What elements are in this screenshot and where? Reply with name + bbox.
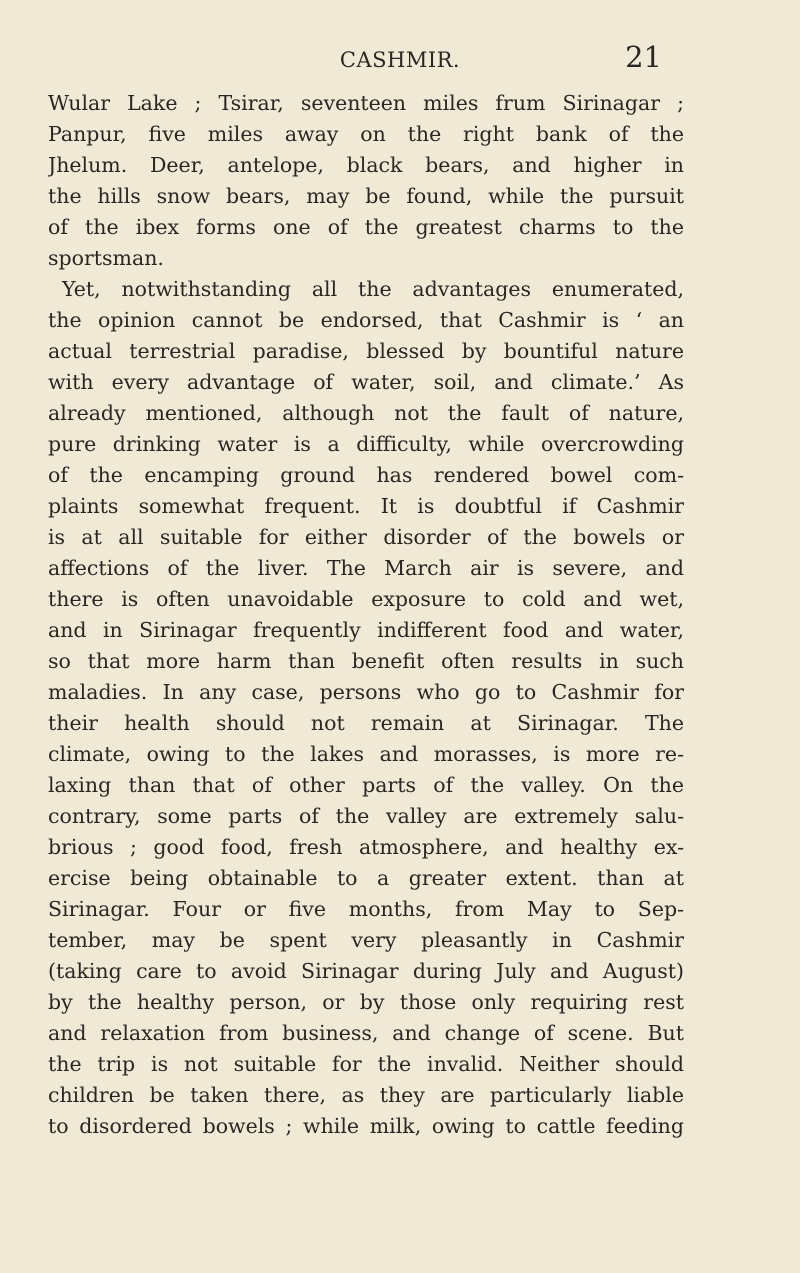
text-line: of the encamping ground has rendered bowel com- [48,463,684,487]
text-line: their health should not remain at Sirinagar. The [48,711,684,735]
running-title: CASHMIR. [339,48,461,72]
text-line: ercise being obtainable to a greater extent. than at [48,866,684,890]
text-line: Wular Lake ; Tsirar, seventeen miles frum Sirinagar ; [48,91,684,115]
text-line: the opinion cannot be endorsed, that Cashmir is ‘ an [48,308,684,332]
text-line: (taking care to avoid Sirinagar during July and August) [48,959,684,983]
body-text [48,88,684,1142]
page-number: 21 [625,40,662,74]
text-line: maladies. In any case, persons who go to Cashmir for [48,680,684,704]
text-line: and in Sirinagar frequently indifferent food and water, [48,618,684,642]
text-line: with every advantage of water, soil, and climate.’ As [48,370,684,394]
text-line: is at all suitable for either disorder of the bowels or [48,525,684,549]
text-line: Yet, notwithstanding all the advantages enumerated, [62,277,684,301]
text-line: plaints somewhat frequent. It is doubtful if Cashmir [48,494,684,518]
text-line: actual terrestrial paradise, blessed by bountiful nature [48,339,684,363]
text-line: affections of the liver. The March air is severe, and [48,556,684,580]
running-head [0,42,800,78]
text-line: there is often unavoidable exposure to cold and wet, [48,587,684,611]
text-line: of the ibex forms one of the greatest charms to the [48,215,684,239]
text-line: Jhelum. Deer, antelope, black bears, and higher in [48,153,684,177]
text-line: Sirinagar. Four or five months, from May to Sep- [48,897,684,921]
text-line: brious ; good food, fresh atmosphere, and healthy ex- [48,835,684,859]
text-line: children be taken there, as they are particularly liable [48,1083,684,1107]
text-line: pure drinking water is a difficulty, while overcrowding [48,432,684,456]
text-line: tember, may be spent very pleasantly in Cashmir [48,928,684,952]
text-line: laxing than that of other parts of the valley. On the [48,773,684,797]
text-line: Panpur, five miles away on the right bank of the [48,122,684,146]
text-line: so that more harm than benefit often results in such [48,649,684,673]
text-line: by the healthy person, or by those only requiring rest [48,990,684,1014]
text-line: contrary, some parts of the valley are extremely salu- [48,804,684,828]
text-line: the trip is not suitable for the invalid. Neither should [48,1052,684,1076]
text-line: already mentioned, although not the fault of nature, [48,401,684,425]
text-line: climate, owing to the lakes and morasses, is more re- [48,742,684,766]
text-line: the hills snow bears, may be found, while the pursuit [48,184,684,208]
text-line: to disordered bowels ; while milk, owing to cattle feeding [48,1114,684,1138]
text-line: sportsman. [48,246,164,270]
text-line: and relaxation from business, and change of scene. But [48,1021,684,1045]
